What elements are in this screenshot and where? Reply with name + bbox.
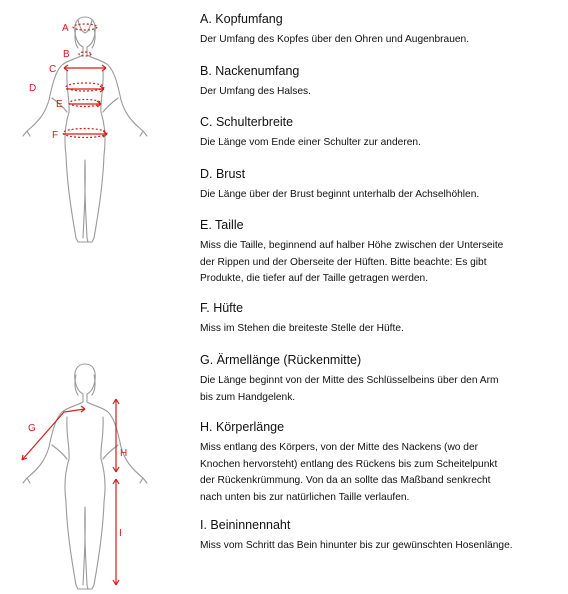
- section-text-line: Die Länge beginnt von der Mitte des Schlüsselbeins über den Arm: [200, 375, 499, 386]
- section-brust: [200, 166, 560, 204]
- section-text-line: Miss entlang des Körpers, von der Mitte des Nackens (wo der: [200, 442, 479, 453]
- section-text-line: Produkte, die tiefer auf der Taille getragen werden.: [200, 273, 429, 284]
- label-i: I: [119, 528, 122, 539]
- section-schulterbreite: [200, 114, 560, 152]
- section-title: C. Schulterbreite: [200, 115, 294, 129]
- section-text-line: Miss die Taille, beginnend auf halber Höhe zwischen der Unterseite: [200, 240, 504, 251]
- section-kopfumfang: [200, 11, 560, 49]
- section-text: Miss im Stehen die breiteste Stelle der Hüfte.: [200, 323, 404, 334]
- section-title: B. Nackenumfang: [200, 64, 300, 78]
- label-g: G: [28, 423, 36, 434]
- label-a: A: [62, 23, 69, 34]
- section-text-line: der Rippen und der Oberseite der Hüften. Bitte beachte: Es gibt: [200, 256, 487, 268]
- label-b: B: [63, 49, 70, 60]
- section-text-line: nach unten bis zur natürlichen Taille verlaufen.: [200, 491, 410, 503]
- section-title: F. Hüfte: [200, 301, 244, 315]
- section-aermellaenge: [200, 352, 560, 406]
- label-f: F: [52, 130, 59, 141]
- front-body-figure: [0, 0, 190, 594]
- section-title: E. Taille: [200, 218, 244, 232]
- section-taille: [200, 217, 560, 288]
- label-e: E: [56, 99, 63, 110]
- measurement-figures: [0, 0, 190, 594]
- section-text-line: der Rückenkrümmung. Von da an sollte das Maßband senkrecht: [200, 475, 491, 486]
- section-text: Die Länge über der Brust beginnt unterhalb der Achselhöhlen.: [200, 189, 480, 200]
- section-text: Der Umfang des Halses.: [200, 86, 311, 97]
- section-nackenumfang: [200, 63, 560, 101]
- section-beininnennaht: [200, 517, 560, 555]
- section-koerperlaenge: [200, 419, 560, 506]
- section-text-line: bis zum Handgelenk.: [200, 391, 296, 403]
- label-c: C: [49, 64, 57, 75]
- section-title: G. Ärmellänge (Rückenmitte): [200, 353, 362, 367]
- label-h: H: [120, 448, 128, 459]
- section-text: Die Länge vom Ende einer Schulter zur anderen.: [200, 137, 421, 148]
- section-title: I. Beininnennaht: [200, 518, 291, 532]
- section-title: D. Brust: [200, 167, 246, 181]
- section-title: H. Körperlänge: [200, 420, 285, 434]
- section-text-line: Knochen hervorsteht) entlang des Rückens bis zum Scheitelpunkt: [200, 458, 498, 470]
- label-d: D: [29, 83, 37, 94]
- section-huefte: [200, 300, 560, 338]
- section-text: Miss vom Schritt das Bein hinunter bis zur gewünschten Hosenlänge.: [200, 540, 513, 551]
- section-title: A. Kopfumfang: [200, 12, 283, 26]
- section-text: Der Umfang des Kopfes über den Ohren und Augenbrauen.: [200, 34, 470, 45]
